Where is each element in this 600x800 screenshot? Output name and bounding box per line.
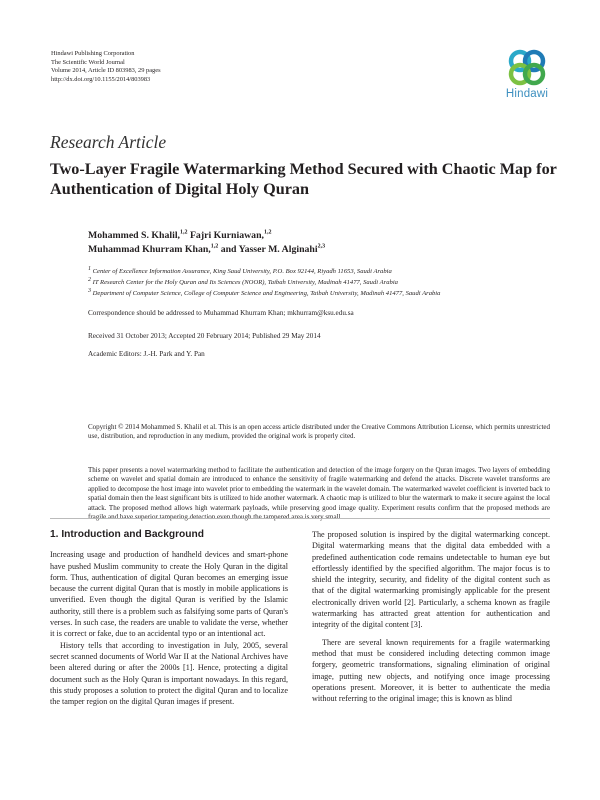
copyright-notice: Copyright © 2014 Mohammed S. Khalil et al. This is an open access article distributed under the Creative Commons Attribution License, which permits unrestricted use, distribution, and reproduction in any medium, provided the original work is properly cited.	[88, 423, 550, 441]
doi-link[interactable]: http://dx.doi.org/10.1155/2014/803983	[51, 75, 151, 83]
publisher: Hindawi Publishing Corporation	[51, 50, 135, 57]
correspondence: Correspondence should be addressed to Muhammad Khurram Khan; mkhurram@ksu.edu.sa	[88, 309, 354, 317]
section-heading: 1. Introduction and Background	[50, 529, 204, 540]
author-name: Muhammad Khurram Khan,	[88, 244, 211, 255]
author-line	[88, 229, 325, 243]
abstract: This paper presents a novel watermarking method to facilitate the authentication and detection of the image forgery on the Quran images. Two layers of embedding scheme on wavelet and spatial domain are introduced to enhance the sensitivity of fragile watermarking and defend the attacks. Discrete wavelet transforms are applied to decompose the host image into wavelet prior to embedding the watermark in the wavelet domain. The watermarked wavelet coefficient is inverted back to spatial domain then the least significant bits is utilized to hide another watermark. A chaotic map is utilized to blur the watermark to make it secure against the local attack. The proposed method allows high watermark payloads, while preserving good image quality. Experiment results confirm that the proposed methods are fragile and have superior tampering detection even though the tampered area is very small.	[88, 466, 550, 522]
affiliation	[88, 277, 440, 288]
section-divider	[50, 518, 550, 519]
affiliation	[88, 288, 440, 299]
affiliation-text: Center of Excellence Information Assurance, King Saud University, P.O. Box 92144, Riyadh 11653, Saudi Arabia	[92, 268, 392, 275]
author-affiliation-mark: 1,2	[180, 229, 188, 236]
body-paragraph: There are several known requirements for a fragile watermarking method that must be considered including detecting common image forgery, geometric transformations, signaling elimination of original image, putting new objects, and notifying once image processing operations present. Moreover, it is better to authenticate the media without referring to the original image; this is known as blind	[312, 637, 550, 704]
paper-title: Two-Layer Fragile Watermarking Method Secured with Chaotic Map for Authentication of Digital Holy Quran	[50, 160, 557, 198]
hindawi-rings-icon	[505, 48, 549, 88]
publication-dates: Received 31 October 2013; Accepted 20 February 2014; Published 29 May 2014	[88, 332, 321, 340]
article-type: Research Article	[50, 132, 167, 152]
author-affiliation-mark: 1,2	[210, 243, 219, 250]
author-affiliation-mark: 2,3	[317, 243, 326, 250]
right-column	[312, 529, 550, 704]
body-paragraph: History tells that according to investigation in July, 2005, several secret scanned documents of World War II at the National Archives have been altered during or after the 2000s [1]. Hence, protecting a digital document such as the Holy Quran is important nowadays. In this regard, this study proposes a solution to protect the digital Quran and to localize the tamper region on the digital Quran images if present.	[50, 640, 288, 707]
left-column	[50, 529, 288, 707]
body-paragraph: Increasing usage and production of handheld devices and smart-phone have pushed Muslim community to create the Holy Quran in the digital form. Thus, authentication of digital Quran becomes an emerging issue because the current digital Quran that is mostly in mobile applications is unverified. Even though the digital Quran is verified by the Islamic authority, still there is a problem such as falsifying some parts of Quran's verses. In such case, the readers are unable to validate the verse, whether it is correct or fake, due to an accidental typo or an intentional act.	[50, 550, 288, 639]
journal-header	[51, 50, 161, 84]
hindawi-logo	[497, 48, 557, 106]
author-line	[88, 243, 325, 257]
affiliation-text: IT Research Center for the Holy Quran and Its Sciences (NOOR), Taibah University, Madinah 41477, Saudi Arabia	[92, 279, 398, 287]
hindawi-logo-text: Hindawi	[505, 88, 549, 100]
affiliation-number: 1	[88, 265, 91, 272]
affiliation-number: 2	[88, 277, 91, 284]
affiliation-number: 3	[88, 288, 91, 295]
academic-editors: Academic Editors: J.-H. Park and Y. Pan	[88, 350, 205, 358]
affiliation-list	[88, 266, 440, 300]
author-affiliation-mark: 1,2	[263, 229, 272, 236]
author-name: Fajri Kurniawan,	[189, 230, 264, 241]
journal-name: The Scientific World Journal	[51, 58, 125, 66]
author-name: Mohammed S. Khalil,	[88, 230, 180, 241]
body-paragraph: The proposed solution is inspired by the digital watermarking concept. Digital watermarking means that the digital data embedded with a predefined authentication code remains undetectable to human eye but effortlessly identified by the specified algorithm. The major focus is to shield the integrity, security, and fidelity of the digital content such as that of the digital watermarking promisingly applicable for the present electronically driven world [2]. Particularly, a schema known as fragile watermarking has attracted great attention for authentication and integrity of the digital content [3].	[312, 530, 550, 630]
author-name: and Yasser M. Alginahi	[220, 244, 318, 255]
affiliation	[88, 266, 440, 277]
journal-volume: Volume 2014, Article ID 803983, 29 pages	[51, 67, 161, 75]
author-list	[88, 229, 325, 257]
affiliation-text: Department of Computer Science, College of Computer Science and Engineering, Taibah University, Madinah 41477, Saudi Arabia	[92, 290, 441, 298]
